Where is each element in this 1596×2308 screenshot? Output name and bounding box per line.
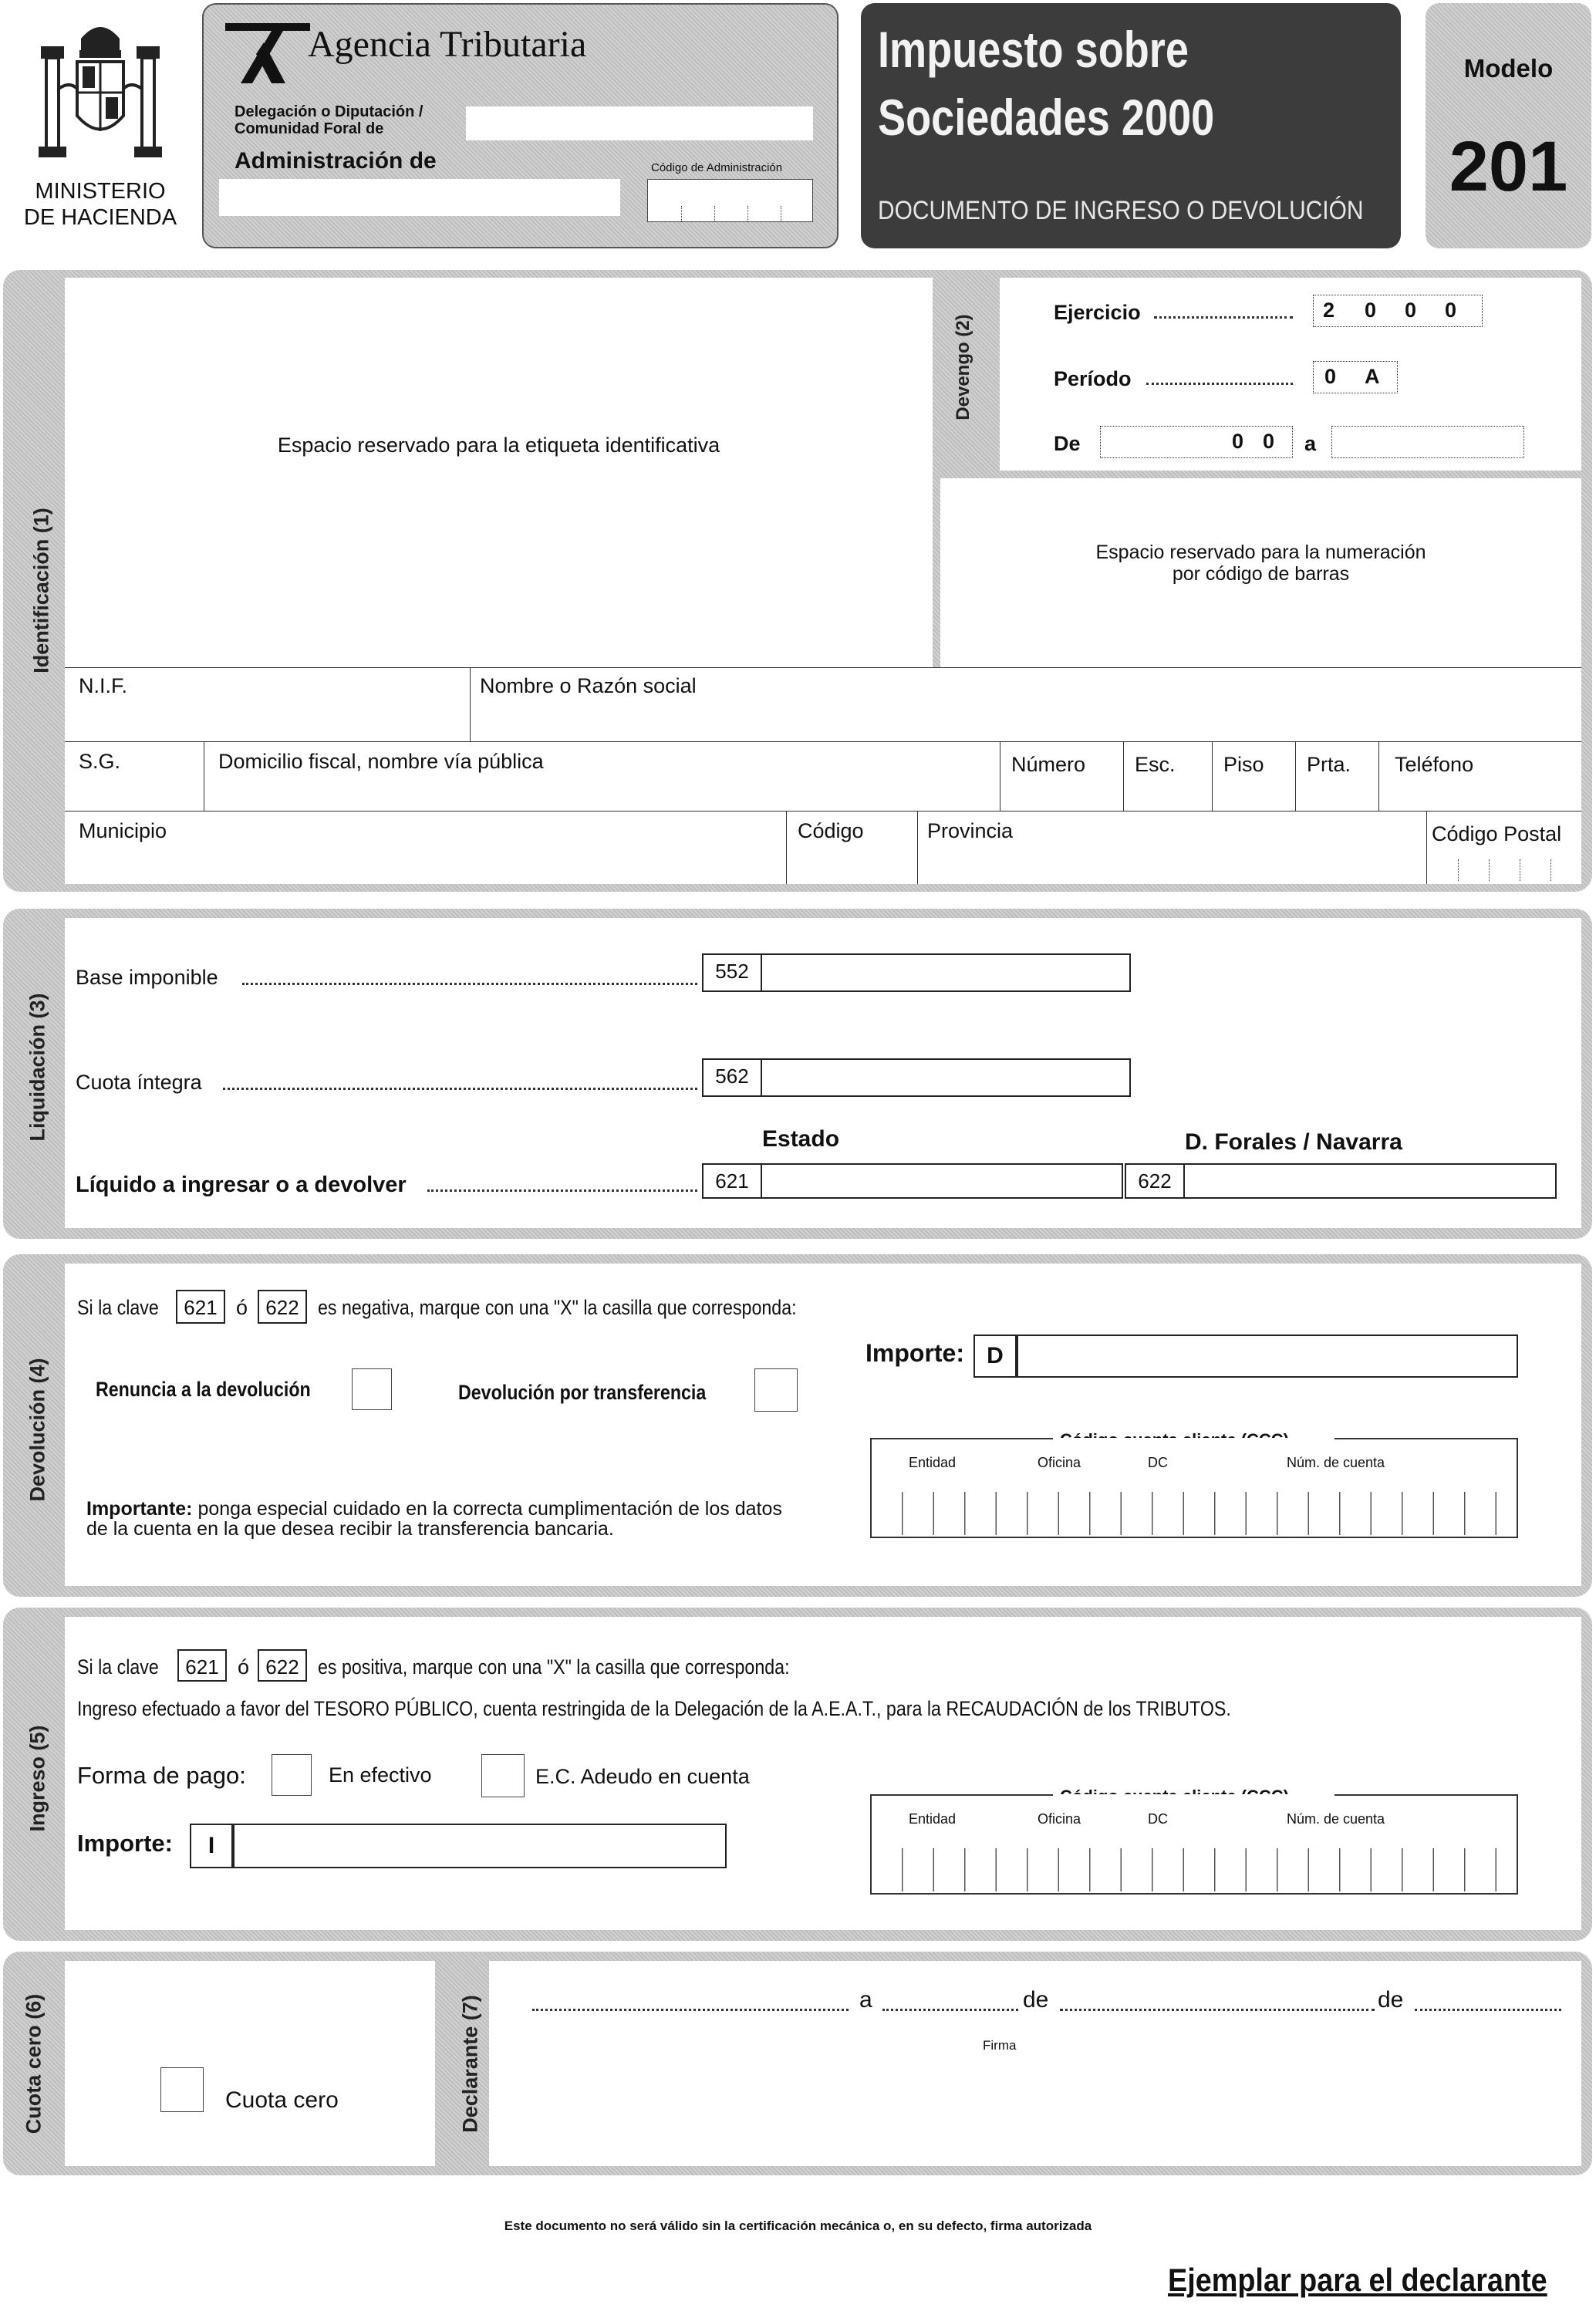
provincia-field[interactable]	[917, 811, 1426, 884]
negativa-text: es negativa, marque con una "X" la casilla que corresponda:	[318, 1296, 797, 1319]
renuncia-label: Renuncia a la devolución	[96, 1378, 311, 1401]
prta-field[interactable]	[1295, 741, 1378, 811]
coat-of-arms-icon	[35, 15, 166, 170]
ing-si-clave-label: Si la clave	[77, 1655, 159, 1679]
domicilio-field[interactable]	[204, 741, 1000, 811]
agency-name: Agencia Tributaria	[308, 24, 587, 65]
administracion-label: Administración de	[235, 148, 437, 174]
telefono-field[interactable]	[1378, 741, 1581, 811]
declarante-section-label: Declarante (7)	[458, 1995, 482, 2133]
de-label: De	[1054, 432, 1081, 455]
liquido-estado-field[interactable]	[761, 1163, 1123, 1199]
de-digit: 0	[1232, 430, 1244, 453]
periodo-field[interactable]	[1313, 361, 1398, 393]
importante-line-2: de la cuenta en la que desea recibir la transferencia bancaria.	[86, 1518, 614, 1540]
administracion-field[interactable]	[219, 179, 620, 216]
provincia-label: Provincia	[927, 819, 1014, 842]
de-digit: 0	[1263, 430, 1275, 453]
periodo-digit: 0	[1324, 365, 1337, 388]
esc-label: Esc.	[1135, 753, 1176, 776]
barcode-text-1: Espacio reservado para la numeración	[1095, 542, 1426, 563]
identificacion-panel	[3, 270, 1592, 892]
liquido-code-622: 622	[1125, 1163, 1185, 1199]
dev-code-621: 621	[176, 1290, 225, 1324]
codigo-municipio-field[interactable]	[786, 811, 917, 884]
a-label: a	[1304, 432, 1317, 455]
etiqueta-text: Espacio reservado para la etiqueta identificativa	[277, 434, 720, 457]
telefono-label: Teléfono	[1395, 753, 1474, 776]
ministry-name-2: DE HACIENDA	[23, 205, 177, 230]
devengo-area	[1000, 278, 1581, 471]
ministry-name-1: MINISTERIO	[35, 179, 166, 204]
liquidacion-section-label: Liquidación (3)	[25, 993, 49, 1142]
modelo-box	[1426, 3, 1591, 248]
adeudo-label: E.C. Adeudo en cuenta	[535, 1765, 750, 1788]
agencia-logo-icon	[225, 23, 310, 83]
declarante-area	[489, 1961, 1581, 2166]
title-line-1: Impuesto sobre	[878, 21, 1189, 78]
dev-num-cuenta-label: Núm. de cuenta	[1287, 1455, 1385, 1470]
sg-field[interactable]	[65, 741, 204, 811]
cuota-cero-checkbox[interactable]	[160, 2067, 204, 2112]
fecha-de-label-2: de	[1378, 1987, 1404, 2013]
delegacion-field[interactable]	[466, 106, 813, 140]
base-code: 552	[702, 953, 762, 992]
ingreso-section-label: Ingreso (5)	[25, 1725, 49, 1832]
fecha-a-label: a	[859, 1987, 872, 2013]
liquidacion-area	[65, 918, 1581, 1228]
dev-dc-label: DC	[1148, 1455, 1168, 1470]
ejercicio-digit: 0	[1405, 299, 1417, 322]
cuota-cero-label: Cuota cero	[225, 2087, 339, 2113]
etiqueta-area	[65, 278, 933, 667]
base-field[interactable]	[761, 953, 1131, 992]
numero-label: Número	[1011, 753, 1086, 776]
ingreso-area	[65, 1617, 1581, 1930]
ing-num-cuenta-label: Núm. de cuenta	[1287, 1811, 1385, 1827]
ing-importe-label: Importe:	[77, 1830, 173, 1857]
sg-label: S.G.	[79, 750, 121, 773]
forma-pago-label: Forma de pago:	[77, 1762, 246, 1789]
nombre-label: Nombre o Razón social	[480, 674, 697, 697]
devolucion-panel	[3, 1254, 1592, 1597]
ing-entidad-label: Entidad	[909, 1811, 957, 1827]
cuota-code: 562	[702, 1058, 762, 1097]
a-date-field[interactable]	[1331, 426, 1524, 458]
piso-label: Piso	[1223, 753, 1264, 776]
base-label: Base imponible	[76, 966, 218, 989]
document-subtitle: DOCUMENTO DE INGRESO O DEVOLUCIÓN	[878, 196, 1364, 225]
cuota-label: Cuota íntegra	[76, 1071, 202, 1094]
dev-entidad-label: Entidad	[909, 1455, 957, 1470]
title-box	[861, 3, 1401, 248]
si-clave-label: Si la clave	[77, 1296, 159, 1319]
dev-ccc-field[interactable]	[870, 1438, 1518, 1538]
liquidacion-panel	[3, 909, 1592, 1239]
ingreso-panel	[3, 1608, 1592, 1941]
devolucion-area	[65, 1264, 1581, 1586]
codigo-admin-label: Código de Administración	[651, 161, 783, 174]
ing-importe-letter: I	[190, 1824, 233, 1868]
cuota-cero-section-label: Cuota cero (6)	[22, 1993, 46, 2134]
transferencia-label: Devolución por transferencia	[458, 1381, 707, 1404]
periodo-digit: A	[1365, 365, 1380, 388]
domicilio-label: Domicilio fiscal, nombre vía pública	[218, 750, 544, 773]
transferencia-checkbox[interactable]	[754, 1368, 798, 1412]
dev-importe-field[interactable]	[1017, 1335, 1518, 1378]
importante-line-1: Importante: ponga especial cuidado en la correcta cumplimentación de los datos	[86, 1498, 782, 1520]
title-line-2: Sociedades 2000	[878, 89, 1215, 146]
ejemplar-label: Ejemplar para el declarante	[1168, 2262, 1547, 2298]
piso-field[interactable]	[1212, 741, 1295, 811]
o-label: ó	[236, 1296, 248, 1319]
efectivo-checkbox[interactable]	[272, 1754, 312, 1796]
codigo-postal-label: Código Postal	[1432, 822, 1562, 845]
agencia-box	[202, 3, 838, 248]
ing-dc-label: DC	[1148, 1811, 1168, 1827]
barcode-area	[940, 478, 1581, 667]
dev-code-622: 622	[258, 1290, 307, 1324]
devengo-section-label: Devengo (2)	[953, 314, 973, 420]
barcode-text-2: por código de barras	[1172, 563, 1350, 585]
codigo-municipio-label: Código	[798, 819, 864, 842]
ing-o-label: ó	[238, 1655, 250, 1679]
ejercicio-digit: 0	[1365, 299, 1377, 322]
ejercicio-digit: 0	[1445, 299, 1457, 322]
dev-importe-letter: D	[973, 1335, 1017, 1378]
municipio-field[interactable]	[65, 811, 786, 884]
renuncia-checkbox[interactable]	[352, 1368, 392, 1410]
esc-field[interactable]	[1123, 741, 1212, 811]
ministry-block	[8, 15, 193, 247]
validity-note: Este documento no será válido sin la certificación mecánica o, en su defecto, firma autorizada	[504, 2219, 1092, 2233]
codigo-admin-field[interactable]	[647, 179, 813, 222]
ejercicio-field[interactable]	[1313, 295, 1483, 327]
ing-ccc-field[interactable]	[870, 1794, 1518, 1895]
delegacion-label-1: Delegación o Diputación /	[235, 103, 423, 120]
ing-importe-field[interactable]	[233, 1824, 727, 1868]
ejercicio-digit: 2	[1323, 299, 1335, 322]
fecha-de-label-1: de	[1023, 1987, 1049, 2013]
liquido-code-621: 621	[702, 1163, 762, 1199]
estado-label: Estado	[762, 1126, 840, 1152]
ing-code-621: 621	[177, 1649, 227, 1682]
periodo-label: Período	[1054, 367, 1132, 390]
devolucion-section-label: Devolución (4)	[25, 1358, 49, 1502]
identificacion-section-label: Identificación (1)	[29, 508, 53, 673]
ing-oficina-label: Oficina	[1038, 1811, 1081, 1827]
ejercicio-label: Ejercicio	[1054, 301, 1141, 324]
tesoro-text: Ingreso efectuado a favor del TESORO PÚBLICO, cuenta restringida de la Delegación de la A.E.A.T., para la RECAUDACIÓN de los TRIBUTOS.	[77, 1697, 1231, 1720]
de-date-field[interactable]	[1100, 426, 1293, 458]
modelo-number: 201	[1449, 127, 1568, 206]
numero-field[interactable]	[1000, 741, 1123, 811]
liquido-forales-field[interactable]	[1183, 1163, 1557, 1199]
cuota-cero-area	[65, 1961, 435, 2166]
dev-oficina-label: Oficina	[1038, 1455, 1081, 1470]
dev-importe-label: Importe:	[865, 1339, 964, 1367]
positiva-text: es positiva, marque con una "X" la casilla que corresponda:	[318, 1655, 790, 1679]
codigo-postal-field[interactable]	[1426, 811, 1581, 884]
adeudo-checkbox[interactable]	[481, 1754, 525, 1797]
delegacion-label-2: Comunidad Foral de	[235, 120, 384, 137]
cuota-field[interactable]	[761, 1058, 1131, 1097]
nombre-field[interactable]	[470, 667, 1581, 741]
firma-label: Firma	[983, 2038, 1017, 2053]
forales-label: D. Forales / Navarra	[1185, 1129, 1402, 1155]
cuota-cero-panel	[3, 1952, 1592, 2175]
prta-label: Prta.	[1307, 753, 1351, 776]
nif-label: N.I.F.	[79, 674, 128, 697]
efectivo-label: En efectivo	[329, 1763, 432, 1787]
municipio-label: Municipio	[79, 819, 167, 842]
modelo-label: Modelo	[1463, 54, 1554, 83]
nif-field[interactable]	[65, 667, 470, 741]
liquido-label: Líquido a ingresar o a devolver	[76, 1173, 407, 1197]
ing-code-622: 622	[258, 1649, 307, 1682]
